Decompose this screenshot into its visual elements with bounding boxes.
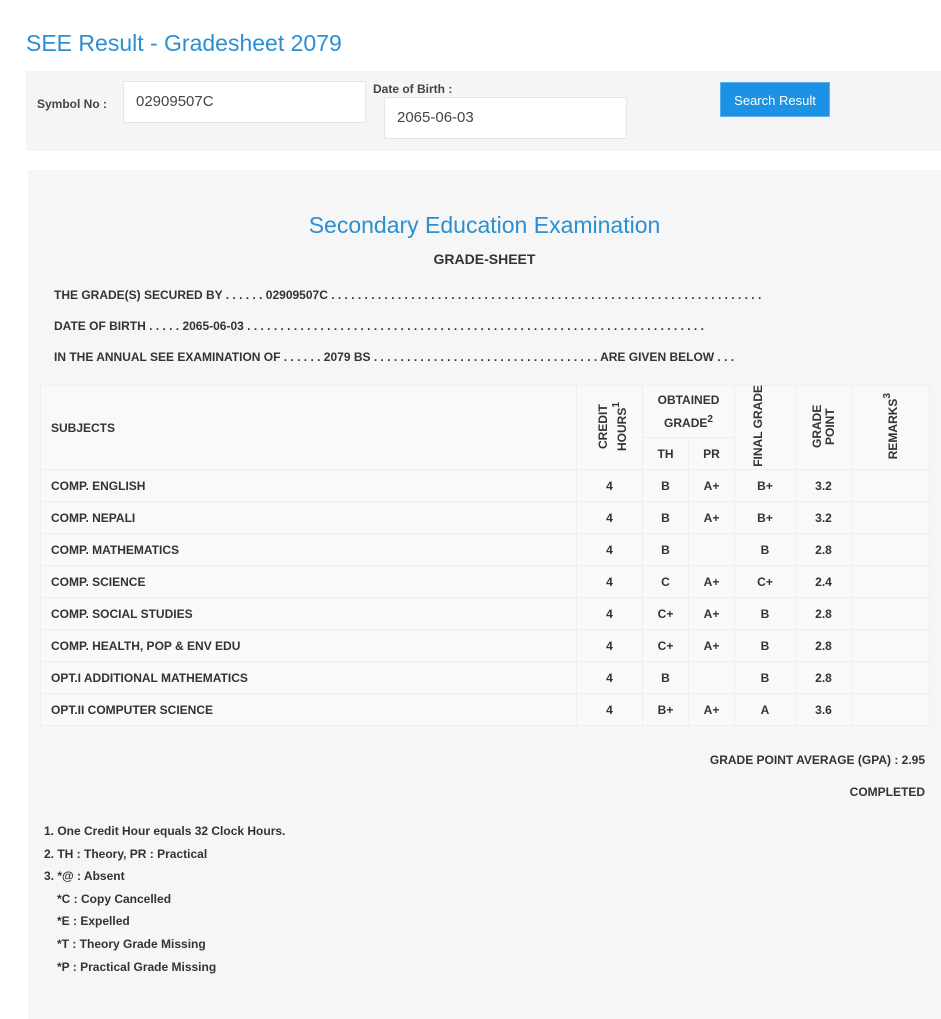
footnote: 1. One Credit Hour equals 32 Clock Hours. — [44, 824, 286, 838]
cell-remarks — [852, 534, 930, 566]
cell-remarks — [852, 470, 930, 502]
header-obtained-grade: OBTAINED GRADE$^2$ — [643, 386, 735, 438]
cell-credit: 4 — [577, 502, 643, 534]
cell-gp: 2.8 — [796, 534, 852, 566]
cell-credit: 4 — [577, 566, 643, 598]
cell-subject: COMP. MATHEMATICS — [41, 534, 577, 566]
cell-th: B — [643, 470, 689, 502]
gpa: GRADE POINT AVERAGE (GPA) : 2.95 — [709, 753, 925, 767]
cell-th: C+ — [643, 598, 689, 630]
footnote: *C : Copy Cancelled — [57, 891, 172, 906]
table-row — [41, 694, 930, 726]
cell-credit: 4 — [577, 694, 643, 726]
cell-remarks — [852, 662, 930, 694]
header-th: TH — [643, 438, 689, 470]
cell-final: B+ — [735, 502, 796, 534]
cell-pr: A+ — [689, 470, 735, 502]
cell-subject: COMP. ENGLISH — [41, 470, 577, 502]
footnote: *T : Theory Grade Missing — [57, 936, 206, 951]
cell-subject: COMP. SCIENCE — [41, 566, 577, 598]
cell-th: B — [643, 534, 689, 566]
cell-gp: 3.2 — [796, 502, 852, 534]
dob-line: DATE OF BIRTH . . . . . 2065-06-03 . . . . . . . . . . . . . . . . . . . . . . . . . . . . . . . . . . . . . . . . . . . . . . . . . . . . . . . . . . . . . . . . . . . . . — [54, 319, 704, 333]
cell-gp: 3.2 — [796, 470, 852, 502]
cell-subject: COMP. HEALTH, POP & ENV EDU — [41, 630, 577, 662]
cell-pr: A+ — [689, 598, 735, 630]
search-panel — [26, 71, 941, 151]
cell-th: C+ — [643, 630, 689, 662]
cell-pr — [689, 662, 735, 694]
exam-line: IN THE ANNUAL SEE EXAMINATION OF . . . . . . 2079 BS . . . . . . . . . . . . . . . . . . . . . . . . . . . . . . . . . . ARE GIVEN BELOW . . . — [54, 350, 735, 364]
header-subjects: SUBJECTS — [41, 386, 577, 470]
cell-subject: COMP. SOCIAL STUDIES — [41, 598, 577, 630]
cell-gp: 2.4 — [796, 566, 852, 598]
cell-final: B — [735, 534, 796, 566]
cell-remarks — [852, 566, 930, 598]
footnote: 2. TH : Theory, PR : Practical — [44, 846, 208, 861]
cell-th: B — [643, 662, 689, 694]
footnote: 3. *@ : Absent — [44, 869, 125, 884]
dob-input[interactable]: 2065-06-03 — [384, 97, 627, 139]
cell-th: B+ — [643, 694, 689, 726]
table-row — [41, 502, 930, 534]
cell-remarks — [852, 502, 930, 534]
table-row — [41, 662, 930, 694]
cell-pr: A+ — [689, 502, 735, 534]
cell-final: C+ — [735, 566, 796, 598]
cell-gp: 2.8 — [796, 630, 852, 662]
cell-credit: 4 — [577, 598, 643, 630]
cell-pr: A+ — [689, 566, 735, 598]
header-remarks: REMARKS$^3$ — [852, 386, 930, 470]
table-row — [41, 470, 930, 502]
cell-remarks — [852, 598, 930, 630]
cell-final: B+ — [735, 470, 796, 502]
gradesheet-heading: GRADE-SHEET — [433, 251, 536, 267]
cell-pr: A+ — [689, 630, 735, 662]
cell-credit: 4 — [577, 662, 643, 694]
cell-subject: COMP. NEPALI — [41, 502, 577, 534]
cell-th: C — [643, 566, 689, 598]
exam-heading: Secondary Education Examination — [308, 212, 661, 238]
cell-pr — [689, 534, 735, 566]
cell-final: A — [735, 694, 796, 726]
gradesheet — [28, 170, 941, 1019]
table-row — [41, 534, 930, 566]
header-grade-point: GRADE POINT — [796, 386, 852, 470]
secured-by-line: THE GRADE(S) SECURED BY . . . . . . 02909507C . . . . . . . . . . . . . . . . . . . . . . . . . . . . . . . . . . . . . . . . . . . . . . . . . . . . . . . . . . . . . . . . . — [54, 288, 762, 302]
footnote: *E : Expelled — [57, 914, 130, 929]
symbol-input[interactable]: 02909507C — [123, 81, 366, 123]
cell-pr: A+ — [689, 694, 735, 726]
cell-th: B — [643, 502, 689, 534]
footnote: *P : Practical Grade Missing — [57, 959, 217, 974]
cell-final: B — [735, 662, 796, 694]
cell-remarks — [852, 630, 930, 662]
table-row — [41, 598, 930, 630]
dob-label: Date of Birth : — [373, 82, 453, 96]
cell-final: B — [735, 630, 796, 662]
cell-gp: 2.8 — [796, 662, 852, 694]
grades-table — [40, 385, 930, 726]
header-pr: PR — [689, 438, 735, 470]
result-status: COMPLETED — [849, 785, 925, 799]
cell-subject: OPT.II COMPUTER SCIENCE — [41, 694, 577, 726]
search-result-button[interactable]: Search Result — [720, 82, 830, 117]
table-row — [41, 566, 930, 598]
cell-remarks — [852, 694, 930, 726]
cell-subject: OPT.I ADDITIONAL MATHEMATICS — [41, 662, 577, 694]
header-credit-hours: CREDIT HOURS$^1$ — [577, 386, 643, 470]
cell-credit: 4 — [577, 630, 643, 662]
cell-credit: 4 — [577, 470, 643, 502]
footnotes — [44, 820, 285, 978]
table-row — [41, 630, 930, 662]
cell-gp: 2.8 — [796, 598, 852, 630]
cell-final: B — [735, 598, 796, 630]
cell-credit: 4 — [577, 534, 643, 566]
header-final-grade: FINAL GRADE — [735, 386, 796, 470]
symbol-label: Symbol No : — [37, 97, 108, 111]
page-title: SEE Result - Gradesheet 2079 — [26, 30, 342, 56]
cell-gp: 3.6 — [796, 694, 852, 726]
